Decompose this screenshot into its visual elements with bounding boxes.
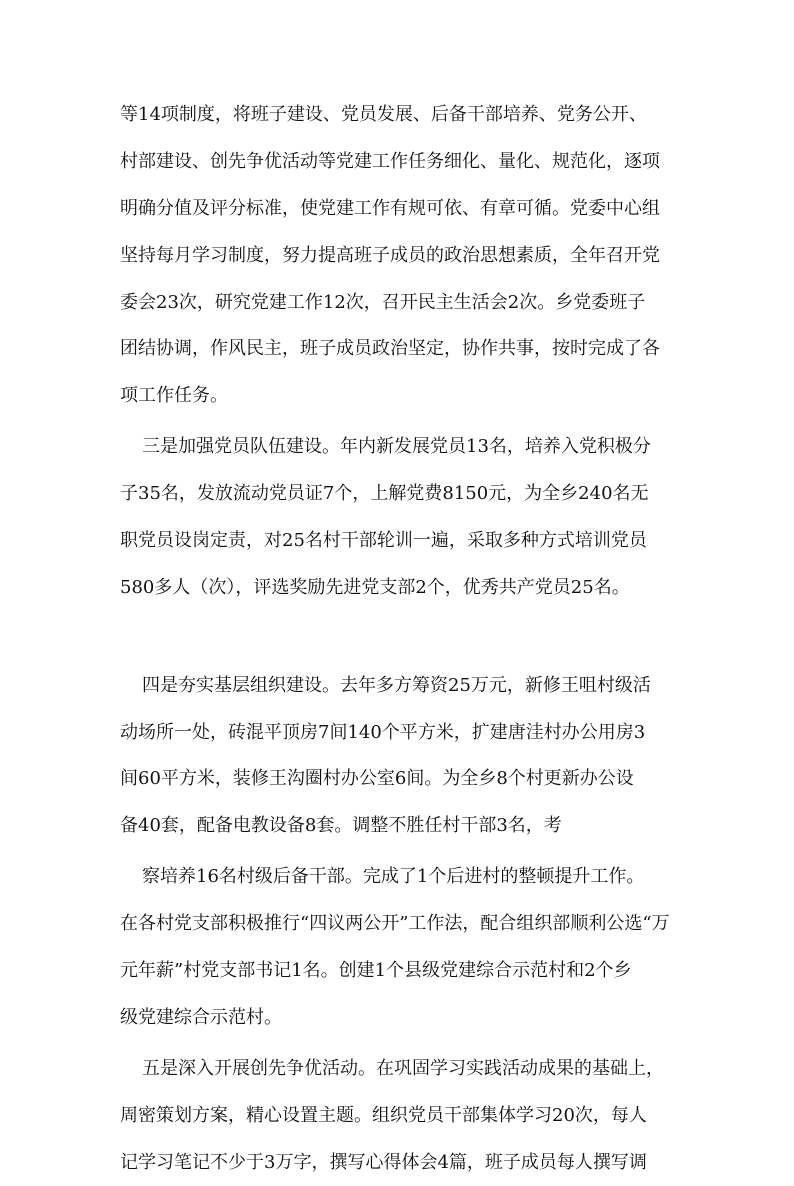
paragraph [120,424,680,658]
text-line: 察培养16名村级后备干部。完成了1个后进村的整顿提升工作。 [142,866,645,888]
text-line: 动场所一处，砖混平顶房7间140个平方米，扩建唐洼村办公用房3 [120,721,646,743]
text-line: 间60平方米，装修王沟圈村办公室6间。为全乡8个村更新办公设 [120,768,634,790]
text-line: 团结协调，作风民主，班子成员政治坚定，协作共事，按时完成了各 [120,338,660,360]
text-line: 记学习笔记不少于3万字，撰写心得体会4篇，班子成员每人撰写调 [120,1151,647,1173]
text-line: 项工作任务。 [120,385,228,407]
text-line: 元年薪”村党支部书记1名。创建1个县级党建综合示范村和2个乡 [120,960,632,982]
text-line: 村部建设、创先争优活动等党建工作任务细化、量化、规范化，逐项 [120,150,660,172]
text-line: 三是加强党员队伍建设。年内新发展党员13名，培养入党积极分 [142,436,651,458]
text-line: 子35名，发放流动党员证7个，上解党费8150元，为全乡240名无 [120,483,649,505]
text-line: 四是夯实基层组织建设。去年多方筹资25万元，新修王咀村级活 [142,674,651,696]
paragraph [120,1046,680,1186]
text-line: 职党员设岗定责，对25名村干部轮训一遍，采取多种方式培训党员 [120,530,647,552]
text-line: 等14项制度，将班子建设、党员发展、后备干部培养、党务公开、 [120,104,647,125]
text-line: 备40套，配备电教设备8套。调整不胜任村干部3名，考 [120,815,562,837]
text-line: 周密策划方案，精心设置主题。组织党员干部集体学习20次，每人 [120,1104,647,1126]
text-line: 在各村党支部积极推行“四议两公开”工作法，配合组织部顺利公选“万 [120,913,670,935]
paragraph [120,854,680,1042]
text-line: 坚持每月学习制度，努力提高班子成员的政治思想素质，全年召开党 [120,244,660,266]
text-line: 明确分值及评分标准，使党建工作有规可依、有章可循。党委中心组 [120,197,660,219]
paragraph [120,92,680,420]
text-line: 级党建综合示范村。 [120,1006,282,1028]
text-line: 委会23次，研究党建工作12次，召开民主生活会2次。乡党委班子 [120,291,646,313]
document-body [120,92,680,1186]
paragraph [120,663,680,851]
text-line: 五是深入开展创先争优活动。在巩固学习实践活动成果的基础上， [142,1057,664,1079]
text-line: 580多人（次），评选奖励先进党支部2个，优秀共产党员25名。 [120,576,630,598]
text-line [120,612,680,659]
